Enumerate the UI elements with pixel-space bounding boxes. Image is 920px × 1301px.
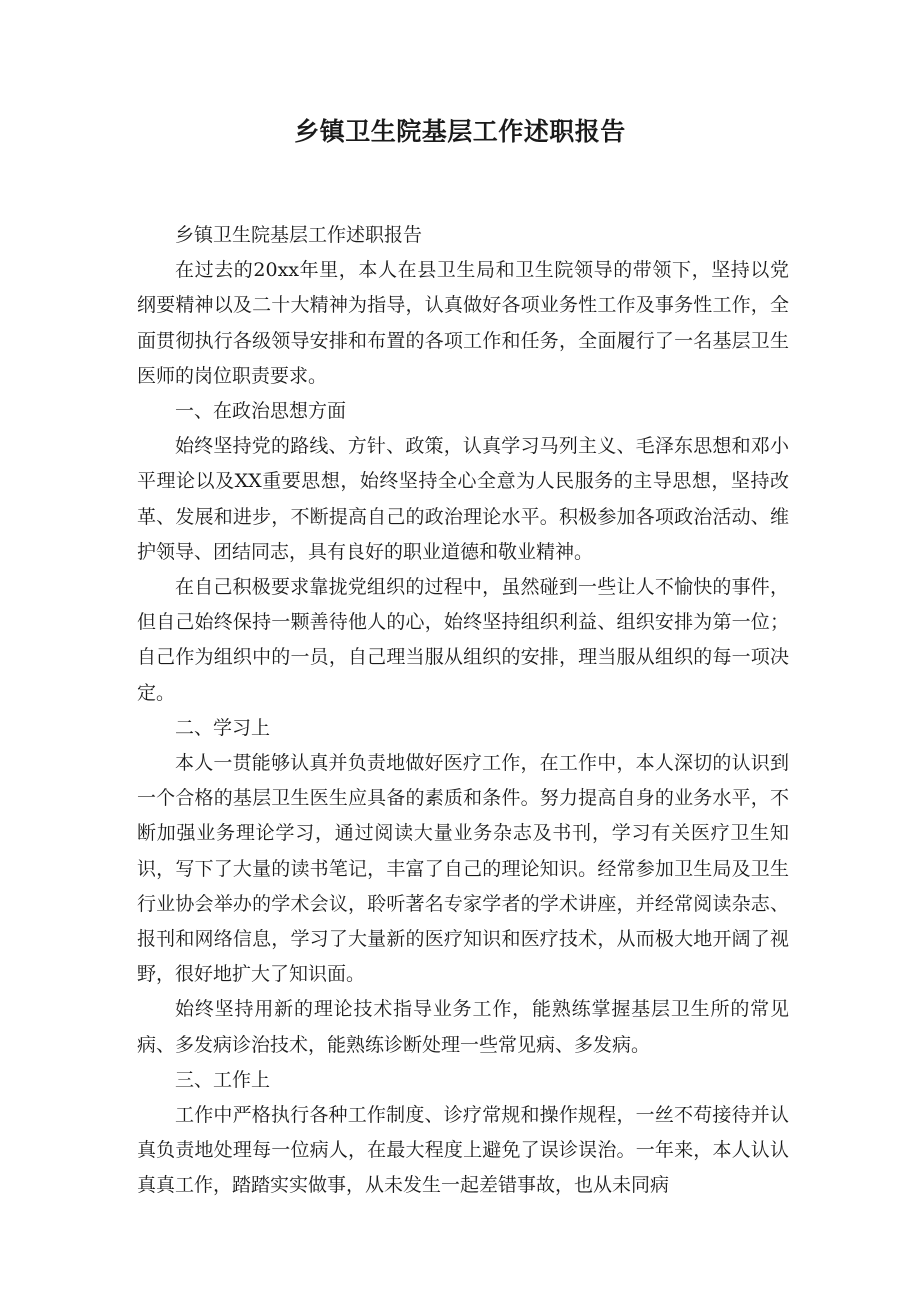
- paragraph-study-1: 本人一贯能够认真并负责地做好医疗工作，在工作中，本人深切的认识到一个合格的基层卫生医生应具备的素质和条件。努力提高自身的业务水平，不断加强业务理论学习，通过阅读大量业务杂志及书刊，学习有关医疗卫生知识，写下了大量的读书笔记，丰富了自己的理论知识。经常参加卫生局及卫生行业协会举办的学术会议，聆听著名专家学者的学术讲座，并经常阅读杂志、报刊和网络信息，学习了大量新的医疗知识和医疗技术，从而极大地开阔了视野，很好地扩大了知识面。: [137, 752, 789, 986]
- document-title: 乡镇卫生院基层工作述职报告: [294, 117, 626, 146]
- paragraph-subtitle: 乡镇卫生院基层工作述职报告: [175, 224, 423, 246]
- section-heading-study: 二、学习上: [175, 716, 271, 739]
- paragraph-work-1: 工作中严格执行各种工作制度、诊疗常规和操作规程，一丝不苟接待并认真负责地处理每一位病人，在最大程度上避免了误诊误治。一年来，本人认认真真工作，踏踏实实做事，从未发生一起差错事故，也从未同病: [137, 1104, 789, 1197]
- section-heading-work: 三、工作上: [175, 1068, 271, 1091]
- paragraph-intro: 在过去的20xx年里，本人在县卫生局和卫生院领导的带领下，坚持以党纲要精神以及二十大精神为指导，认真做好各项业务性工作及事务性工作，全面贯彻执行各级领导安排和布置的各项工作和任务，全面履行了一名基层卫生医师的岗位职责要求。: [137, 259, 789, 387]
- paragraph-politics-2: 在自己积极要求靠拢党组织的过程中，虽然碰到一些让人不愉快的事件，但自己始终保持一颗善待他人的心，始终坚持组织利益、组织安排为第一位；自己作为组织中的一员，自己理当服从组织的安排，理当服从组织的每一项决定。: [137, 576, 789, 704]
- paragraph-politics-1: 始终坚持党的路线、方针、政策，认真学习马列主义、毛泽东思想和邓小平理论以及XX重要思想，始终坚持全心全意为人民服务的主导思想，坚持改革、发展和进步，不断提高自己的政治理论水平。积极参加各项政治活动、维护领导、团结同志，具有良好的职业道德和敬业精神。: [137, 435, 789, 563]
- paragraph-study-2: 始终坚持用新的理论技术指导业务工作，能熟练掌握基层卫生所的常见病、多发病诊治技术，能熟练诊断处理一些常见病、多发病。: [137, 998, 789, 1056]
- document-body: [137, 218, 789, 1204]
- section-heading-politics: 一、在政治思想方面: [175, 400, 347, 423]
